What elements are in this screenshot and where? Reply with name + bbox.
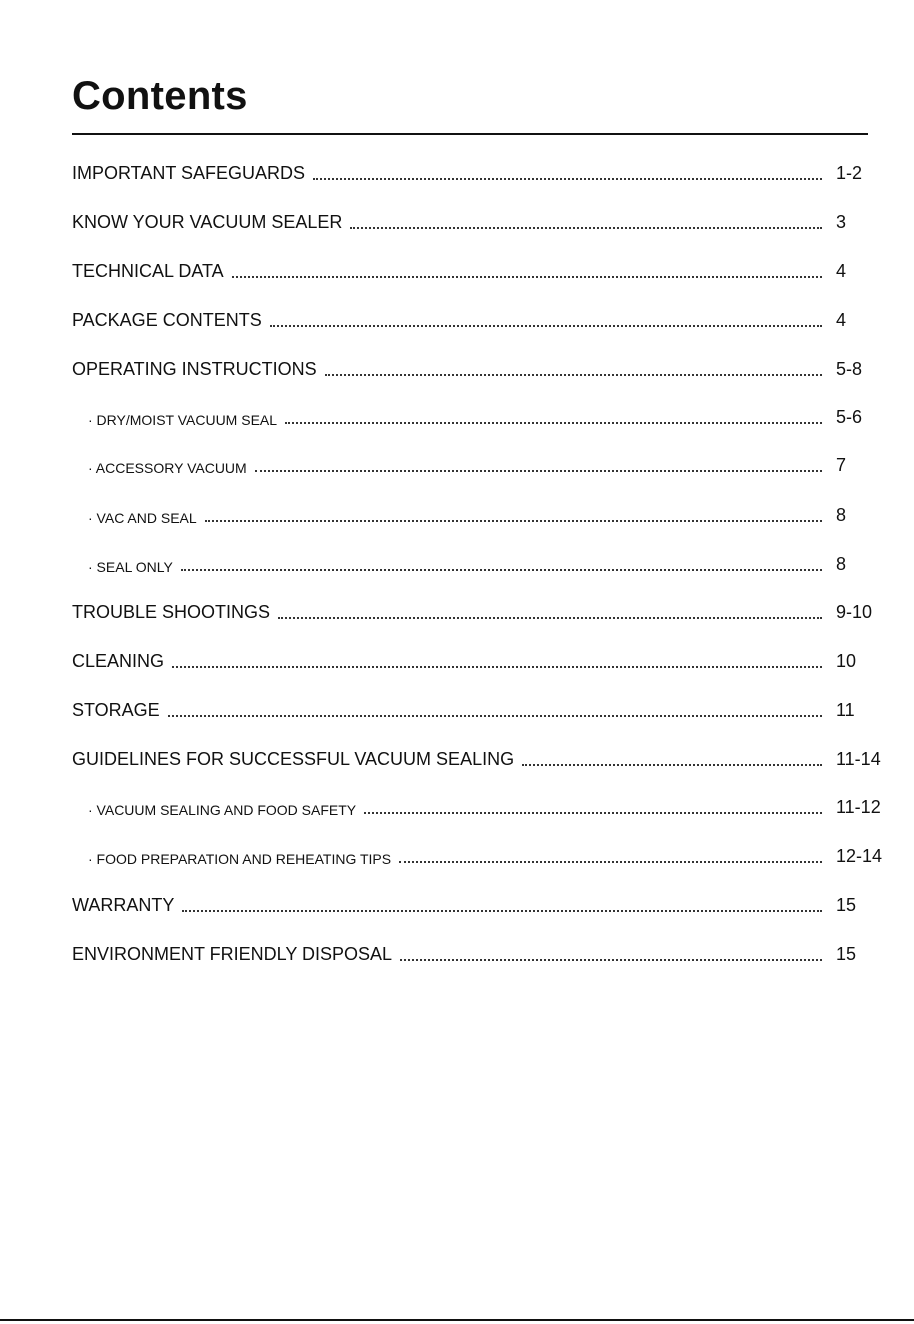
toc-entry-label: STORAGE — [72, 700, 160, 720]
toc-dot-leader — [325, 374, 822, 376]
page-bottom-edge — [0, 1319, 914, 1321]
toc-entry-label: OPERATING INSTRUCTIONS — [72, 359, 317, 379]
toc-dot-leader — [255, 470, 822, 472]
toc-entry-page: 7 — [836, 455, 847, 475]
toc-entry-label: · DRY/MOIST VACUUM SEAL — [88, 412, 278, 428]
toc-entry[interactable] — [0, 943, 914, 967]
toc-entry[interactable] — [0, 601, 914, 625]
toc-dot-leader — [313, 178, 822, 180]
toc-entry[interactable] — [0, 358, 914, 382]
title-divider — [72, 133, 868, 135]
toc-dot-leader — [278, 617, 822, 619]
toc-entry-page: 5-6 — [836, 407, 863, 427]
toc-entry-page: 15 — [836, 944, 857, 964]
toc-entry[interactable] — [0, 504, 914, 528]
toc-entry-label: · FOOD PREPARATION AND REHEATING TIPS — [88, 851, 392, 867]
toc-entry-label: · VAC AND SEAL — [88, 510, 197, 526]
toc-entry[interactable] — [0, 894, 914, 918]
toc-entry[interactable] — [0, 211, 914, 235]
toc-entry[interactable] — [0, 748, 914, 772]
toc-entry-label: TROUBLE SHOOTINGS — [72, 602, 271, 622]
toc-entry-label: · VACUUM SEALING AND FOOD SAFETY — [88, 802, 357, 818]
toc-entry-label: CLEANING — [72, 651, 165, 671]
toc-entry-page: 11-14 — [836, 749, 881, 769]
toc-entry-page: 8 — [836, 505, 847, 525]
toc-entry[interactable] — [0, 260, 914, 284]
toc-entry-label: TECHNICAL DATA — [72, 261, 224, 281]
toc-dot-leader — [364, 812, 822, 814]
toc-entry-page: 11 — [836, 700, 855, 720]
toc-entry-label: ENVIRONMENT FRIENDLY DISPOSAL — [72, 944, 393, 964]
toc-dot-leader — [522, 764, 822, 766]
toc-entry[interactable] — [0, 162, 914, 186]
toc-dot-leader — [232, 276, 822, 278]
toc-entry-page: 3 — [836, 212, 847, 232]
toc-entry-label: KNOW YOUR VACUUM SEALER — [72, 212, 343, 232]
toc-entry-page: 10 — [836, 651, 857, 671]
toc-dot-leader — [270, 325, 822, 327]
toc-entry-label: · SEAL ONLY — [88, 559, 173, 575]
toc-dot-leader — [172, 666, 822, 668]
toc-dot-leader — [350, 227, 822, 229]
toc-entry[interactable] — [0, 406, 914, 430]
toc-entry-page: 1-2 — [836, 163, 863, 183]
toc-dot-leader — [168, 715, 822, 717]
page-title: Contents — [72, 74, 248, 118]
toc-dot-leader — [400, 959, 822, 961]
toc-entry-label: PACKAGE CONTENTS — [72, 310, 262, 330]
toc-entry[interactable] — [0, 650, 914, 674]
toc-dot-leader — [399, 861, 822, 863]
toc-entry-page: 5-8 — [836, 359, 863, 379]
toc-entry-label: GUIDELINES FOR SUCCESSFUL VACUUM SEALING — [72, 749, 515, 769]
toc-dot-leader — [205, 520, 822, 522]
toc-entry-page: 12-14 — [836, 846, 883, 866]
toc-entry-label: · ACCESSORY VACUUM — [88, 460, 247, 476]
toc-entry-label: WARRANTY — [72, 895, 175, 915]
toc-entry[interactable] — [0, 553, 914, 577]
toc-entry-page: 15 — [836, 895, 857, 915]
toc-entry[interactable] — [0, 454, 914, 478]
toc-entry[interactable] — [0, 845, 914, 869]
toc-entry-page: 4 — [836, 261, 847, 281]
toc-entry[interactable] — [0, 796, 914, 820]
toc-dot-leader — [181, 569, 822, 571]
toc-entry-page: 11-12 — [836, 797, 881, 817]
toc-dot-leader — [285, 422, 822, 424]
toc-entry[interactable] — [0, 309, 914, 333]
toc-entry-page: 4 — [836, 310, 847, 330]
toc-dot-leader — [182, 910, 822, 912]
toc-entry-page: 9-10 — [836, 602, 873, 622]
toc-entry[interactable] — [0, 699, 914, 723]
toc-entry-label: IMPORTANT SAFEGUARDS — [72, 163, 306, 183]
toc-entry-page: 8 — [836, 554, 847, 574]
